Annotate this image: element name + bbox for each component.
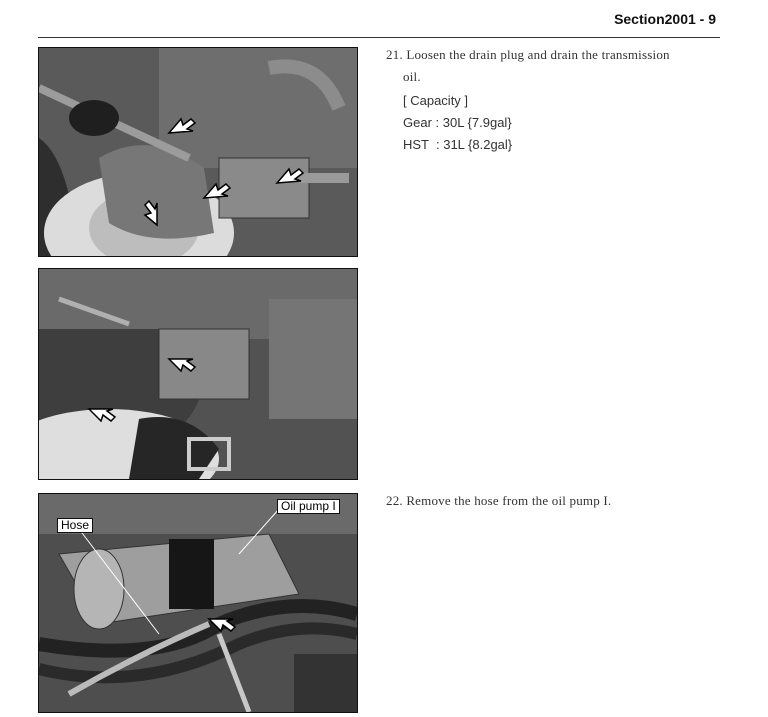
- step-22: [386, 490, 716, 512]
- section-header: Section2001 - 9: [614, 11, 716, 27]
- header-rule: [38, 37, 720, 38]
- photo-drain-plugs-lower: [38, 268, 358, 480]
- hst-capacity: HST : 31L {8.2gal}: [403, 137, 513, 152]
- step-22-number: 22.: [386, 493, 403, 508]
- step-21-continuation: oil.: [403, 69, 421, 84]
- capacity-label: [ Capacity ]: [403, 93, 469, 108]
- step-22-text: Remove the hose from the oil pump I.: [406, 493, 612, 508]
- hose-label: Hose: [57, 518, 93, 533]
- gear-capacity: Gear : 30L {7.9gal}: [403, 115, 512, 130]
- photo-oil-pump: [38, 493, 358, 713]
- step-21-text: Loosen the drain plug and drain the transmission: [406, 47, 670, 62]
- oil-pump-label: Oil pump I: [277, 499, 340, 514]
- step-21-number: 21.: [386, 47, 403, 62]
- step-21: [386, 44, 716, 88]
- photo-drain-plugs-upper: [38, 47, 358, 257]
